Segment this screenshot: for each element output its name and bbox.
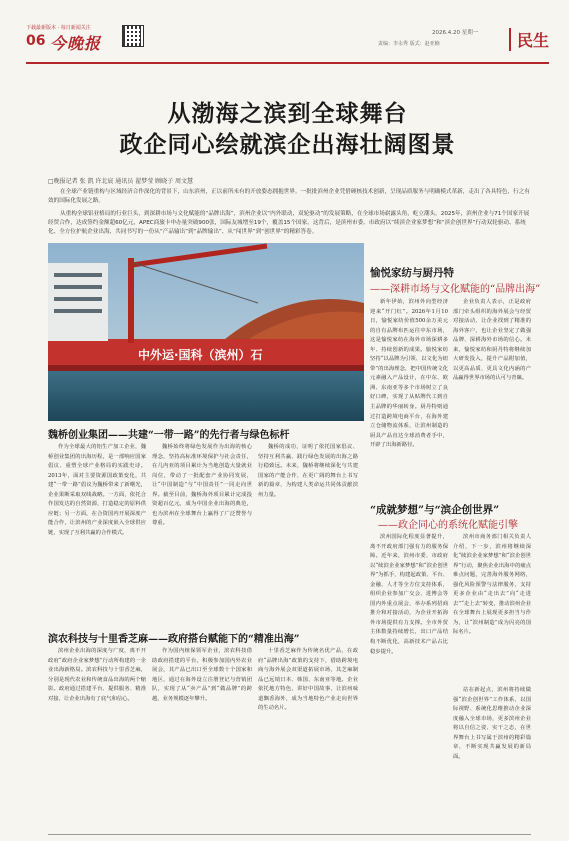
paragraph: 滨州市商务部门相关负责人介绍，下一步，滨州将继续深化“续滨企业家梦想”和“滨企创世界”行动，聚焦企业出海中的痛点难点问题，完善海外服务网络，强化风险预警与法律服务，支持更多企业由“走出去”向“走进去”“走上去”转变，推动滨州企业在全球舞台上展现更多担当与作为，让“滨州制造”成为闪亮的国际名片。 [453, 534, 531, 636]
page-number: 06 [26, 33, 46, 49]
paragraph: 企业负责人表示，正是政府部门牵头组织的海外展会与经贸对接活动，让企业找到了精准的海外客户，也让企业坚定了做强品牌、深耕海外市场的信心。未来，愉悦家纺和厨丹特将继续加大研发投入，提升产品附加值，以更高品质、更具文化内涵的产品赢得世界市场的认可与青睐。 [453, 299, 531, 382]
paper-logo: 今晚报 [50, 34, 102, 53]
paragraph: 新年伊始，滨州外向型经济迎来“开门红”。2026年1月10日，愉悦家纺价值500余万美元的自有品牌布匹运往中东市场，这是愉悦家纺在海外市场深耕多年、持续创新的成果。愉悦家纺坚持“以品牌为引领、以文化为纽带”的出海理念，把中国传统文化元素融入产品设计，在中东、欧洲、东南亚等多个市场树立了良好口碑，实现了从贴牌代工到自主品牌的华丽转身。厨丹特则通过打造跨境电商平台，在海外建立仓储物流体系，让滨州制造的厨具产品直达全球消费者手中，开辟了出海新路径。 [370, 299, 448, 449]
section-label: 民生 [509, 28, 549, 51]
section-heading-wl: 魏桥创业集团——共建“一带一路”的先行者与绿色标杆 [48, 430, 290, 441]
page-header [26, 23, 549, 59]
paragraph: 站在新起点，滨州将持续做强“滨企创世界”工作体系，以国际视野、系统化思维推动企业深度融入全球市场，更多滨州企业将以自信之姿、实干之态，在世界舞台上书写属于滨州的精彩篇章，不断实现共赢发展的新局面。 [453, 687, 531, 760]
article-column [453, 298, 531, 482]
byline: □晚报记者 张 凯 许北宸 通讯员 翟梦莹 顾晓子 周文慧 [48, 178, 194, 185]
paragraph: 作为国内植保领军企业，滨农科技借助政府搭建的平台，积极参加国内外农业展会，其产品已出口至全球数十个国家和地区，通过在海外设立注册登记与营销团队，实现了从“卖产品”到“做品牌”的跨越，业务规模逐年攀升。 [152, 648, 252, 702]
paragraph: 滨州企业出海的深度与广度，离不开政府“政府企业家梦想”行动所构建的一企业出海新格局。滨农科技与十里香芝麻，分别是现代农业和传统食品出海的两个缩影。政府通过搭建平台、提供服务、精准对接，让企业出海有了底气和信心。 [48, 648, 146, 702]
section-heading-cx: 愉悦家纺与厨丹特 [370, 267, 454, 279]
article-column [453, 686, 531, 833]
port-photo [48, 243, 364, 421]
headline-line-2: 政企同心绘就滨企出海壮阔图景 [119, 131, 456, 158]
qr-code-icon [122, 25, 144, 47]
section-subheading-cx: ——深耕市场与文化赋能的“品牌出海” [370, 284, 541, 295]
issue-date: 2026.4.20 星期一 [432, 30, 479, 36]
lead-paragraph-2: 从重构全球铝业格局的行业巨头，到深耕市场与文化赋能的“品牌出海”，滨州企业以“内外联动，双轮驱动”的发展策略，在全球市场崭露头角，屹立潮头。2025年，滨州企业与71个国家开展经贸合作，达成签约金额超60亿元，APEC商旅卡申办量突破900张，国际友城增至19个，覆盖15个国家。这背后，是滨州市委、市政府以“续滨企业家梦想”和“滨企创世界”行动双轮驱动、系统化、全方位护航企业出海，共同书写的一份从“产品输出”到“品牌输出”、从“闯世界”到“创世界”的精彩答卷。 [48, 211, 530, 235]
article-column [48, 647, 146, 832]
paragraph: 魏桥的成功，证明了依托国家倡议、坚持互利共赢、践行绿色发展的出海之路行稳致远。未来，魏桥将继续深化与共建国家的产能合作，在更广阔的舞台上书写新的篇章，为构建人类命运共同体贡献滨州力量。 [258, 444, 358, 498]
editor-credit: 责编：李永秀 版式：赵亚楠 [378, 41, 440, 47]
section-subheading-cm: ——政企同心的系统化赋能引擎 [378, 520, 518, 531]
article-column [152, 647, 252, 832]
article-column [453, 533, 531, 683]
article-column [370, 298, 448, 482]
paragraph: 作为全球最大的铝生产加工企业，魏桥创业集团的出海历程，是一部响应国家倡议、重塑全球产业格局的实践史诗。2013年，面对主要资源国政策变化，共建“一带一路”倡议为魏桥带来了新曙光，企业果断采取双线战略。一方面，依托合作国发达的自然资源，打造稳定的原料供应链；另一方面，在合资国内开展深度产能合作，让滨州的产业深度嵌入全球供应链，实现了互利共赢的合作模式。 [48, 444, 146, 536]
headline-line-1: 从渤海之滨到全球舞台 [167, 100, 408, 127]
lead-paragraph-1: 在全球产业链重构与区域经济合作深化的背景下，山东滨州，正以前所未有的开放姿态拥抱世界。一批批滨州企业凭借硬核技术创新，呈现品质服务与明确模式革新，走出了各具特色，行之有效的国际化发展之路。 [48, 189, 530, 204]
ship-name-text: 中外运·国科（滨州）石 [138, 348, 263, 362]
footer-divider [48, 834, 531, 835]
header-tagline: 下载最新版本 · 每日新闻关注 [26, 25, 91, 31]
section-heading-jx: 滨农科技与十里香芝麻——政府搭台赋能下的“精准出海” [48, 634, 300, 645]
header-divider [26, 62, 549, 64]
article-column [258, 443, 358, 621]
article-column [48, 443, 146, 621]
paragraph: 魏桥始终将绿色发展作为出海的核心理念，坚持高标准环境保护与社会责任，在几内亚的项目累计为当地创造大量就业岗位，带动了一批配套产业协同发展，让“中国制造”与“中国责任”一同走向世界。截至目前，魏桥海外项目累计完成投资超百亿元，成为中国企业出海的典范，也为滨州在全球舞台上赢得了广泛赞誉与尊重。 [152, 444, 252, 527]
section-heading-cm: “成就梦想”与“滨企创世界” [370, 504, 500, 516]
article-column [370, 533, 448, 833]
paragraph: 十里香芝麻作为传统名优产品，在政府“品牌出海”政策的支持下，借助跨境电商与海外展会双渠道拓展市场，其芝麻制品已远销日本、韩国、东南亚等地。企业依托地方特色，讲好中国故事，让滨州味道飘香海外，成为当地特色产业走向世界的生动名片。 [258, 648, 358, 712]
article-column [152, 443, 252, 621]
article-column [258, 647, 358, 832]
paragraph: 滨州国际化程度显著提升，离不开政府部门强有力的服务保障。近年来，滨州市委、市政府以“续滨企业家梦想”和“滨企创世界”为抓手，构建起政策、平台、金融、人才等全方位支持体系，组织企业参加广交会、进博会等国内外重点展会，举办系列招商推介和对接活动，为企业开拓海外市场提供有力支撑。全市外贸主体数量持续增长，出口产品结构不断优化，高新技术产品占比稳步提升。 [370, 534, 448, 655]
